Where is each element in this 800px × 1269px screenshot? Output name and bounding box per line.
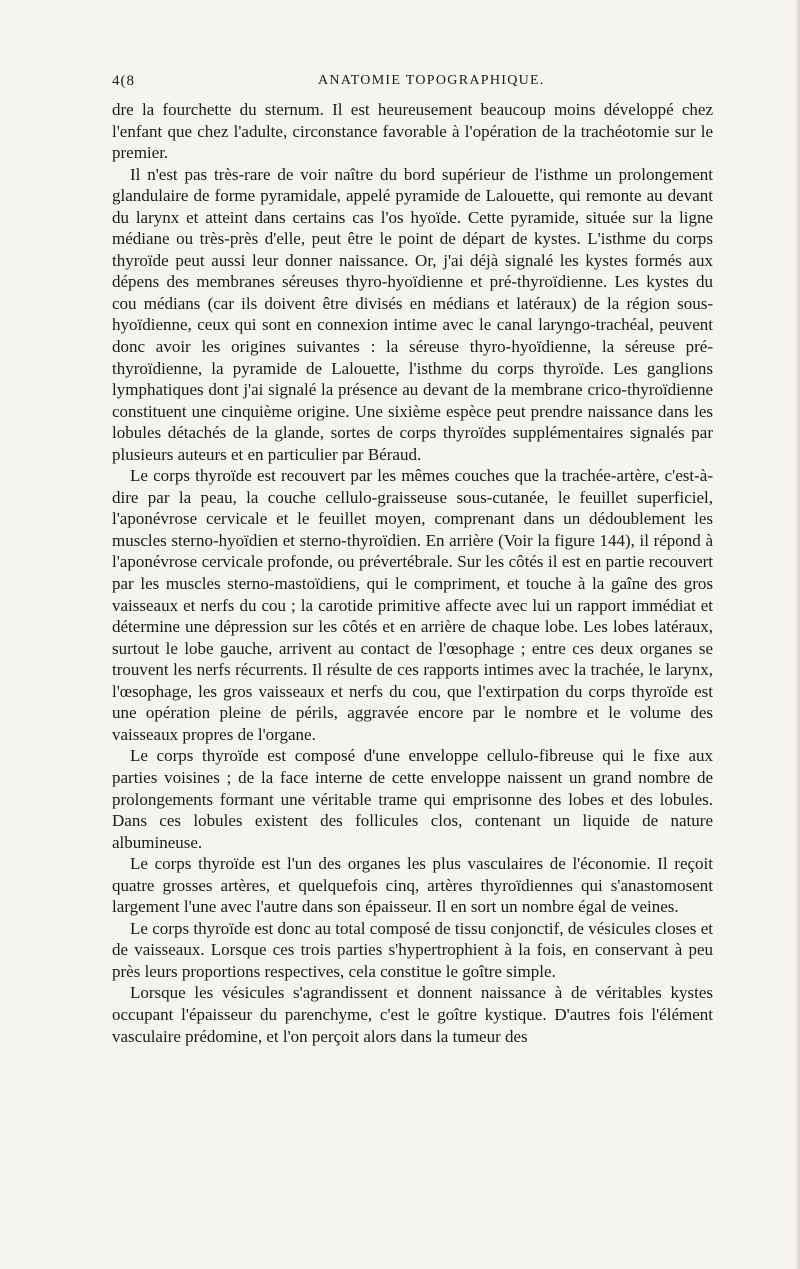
paragraph-4: Le corps thyroïde est composé d'une enveloppe cellulo-fibreuse qui le fixe aux parties voisines ; de la face interne de cette enveloppe naissent un grand nombre de prolongements formant une véritable trame qui emprisonne des lobes et des lobules. Dans ces lobules existent des follicules clos, contenant un liquide de nature albumineuse. xyxy=(112,746,713,852)
paragraph-7: Lorsque les vésicules s'agrandissent et donnent naissance à de véritables kystes occupant l'épaisseur du parenchyme, c'est le goître kystique. D'autres fois l'élément vasculaire prédomine, et l'on perçoit alors dans la tumeur des xyxy=(112,983,713,1046)
paragraph-5: Le corps thyroïde est l'un des organes les plus vasculaires de l'économie. Il reçoit quatre grosses artères, et quelquefois cinq, artères thyroïdiennes qui s'anastomosent largement l'une avec l'autre dans son épaisseur. Il en sort un nombre égal de veines. xyxy=(112,854,713,917)
paragraph-2: Il n'est pas très-rare de voir naître du bord supérieur de l'isthme un prolongement glandulaire de forme pyramidale, appelé pyramide de Lalouette, qui remonte au devant du larynx et atteint dans certains cas l'os hyoïde. Cette pyramide, située sur la ligne médiane ou très-près d'elle, peut être le point de départ de kystes. L'isthme du corps thyroïde peut aussi leur donner naissance. Or, j'ai déjà signalé les kystes formés aux dépens des membranes séreuses thyro-hyoïdienne et pré-thyroïdienne. Les kystes du cou médians (car ils doivent être divisés en médians et latéraux) de la région sous-hyoïdienne, ceux qui sont en connexion intime avec le canal laryngo-trachéal, peuvent donc avoir les origines suivantes : la séreuse thyro-hyoïdienne, la séreuse pré-thyroïdienne, la pyramide de Lalouette, l'isthme du corps thyroïde. Les ganglions lymphatiques dont j'ai signalé la présence au devant de la membrane crico-thyroïdienne constituent une cinquième origine. Une sixième espèce peut prendre naissance dans les lobules détachés de la glande, sortes de corps thyroïdes supplémentaires signalés par plusieurs auteurs et en particulier par Béraud. xyxy=(112,164,713,464)
running-header xyxy=(112,73,712,95)
body-text xyxy=(112,99,713,1047)
paragraph-3: Le corps thyroïde est recouvert par les mêmes couches que la trachée-artère, c'est-à-dire par la peau, la couche cellulo-graisseuse sous-cutanée, le feuillet superficiel, l'aponévrose cervicale et le feuillet moyen, comprenant dans un dédoublement les muscles sterno-hyoïdien et sterno-thyroïdien. En arrière (Voir la figure 144), il répond à l'aponévrose cervicale profonde, ou prévertébrale. Sur les côtés il est en partie recouvert par les muscles sterno-mastoïdiens, qui le compriment, et touche à la gaîne des gros vaisseaux et nerfs du cou ; la carotide primitive affecte avec lui un rapport immédiat et détermine une dépression sur les côtés et en arrière de chaque lobe. Les lobes latéraux, surtout le lobe gauche, arrivent au contact de l'œsophage ; entre ces deux organes se trouvent les nerfs récurrents. Il résulte de ces rapports intimes avec la trachée, le larynx, l'œsophage, les gros vaisseaux et nerfs du cou, que l'extirpation du corps thyroïde est une opération pleine de périls, aggravée encore par le nombre et le volume des vaisseaux propres de l'organe. xyxy=(112,466,713,744)
running-title: ANATOMIE TOPOGRAPHIQUE. xyxy=(318,73,545,88)
paragraph-6: Le corps thyroïde est donc au total composé de tissu conjonctif, de vésicules closes et de vaisseaux. Lorsque ces trois parties s'hypertrophient à la fois, en conservant à peu près leurs proportions respectives, cela constitue le goître simple. xyxy=(112,918,713,981)
page-number: 4(8 xyxy=(112,73,135,89)
paragraph-1: dre la fourchette du sternum. Il est heureusement beaucoup moins développé chez l'enfant que chez l'adulte, circonstance favorable à l'opération de la trachéotomie sur le premier. xyxy=(112,100,713,163)
page-edge-shadow xyxy=(795,0,800,1269)
